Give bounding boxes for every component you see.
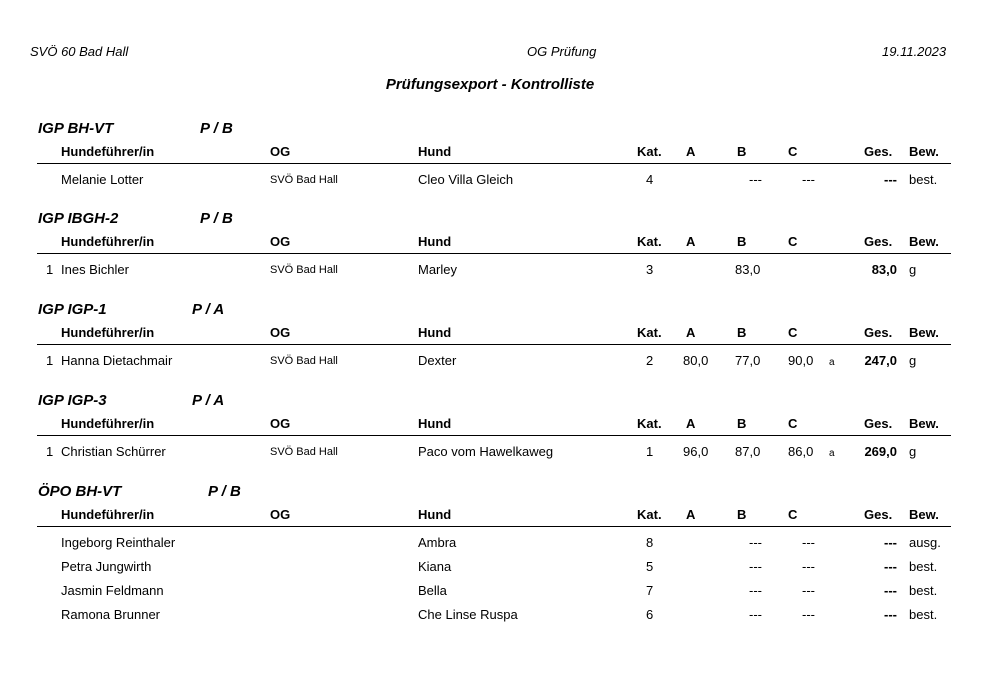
col-header-og: OG <box>270 234 291 249</box>
club-name: SVÖ 60 Bad Hall <box>30 44 129 59</box>
dog-cell: Kiana <box>418 559 452 574</box>
col-header-total: Ges. <box>864 325 893 340</box>
handler-cell: Ramona Brunner <box>61 607 160 622</box>
table-row <box>0 353 1000 377</box>
col-header-total: Ges. <box>864 144 893 159</box>
col-header-b: B <box>737 325 747 340</box>
score-b-cell: 87,0 <box>735 444 761 459</box>
section-title: IGP IBGH-2 <box>38 210 119 227</box>
rating-cell: g <box>909 262 917 277</box>
header-divider <box>37 163 951 164</box>
rating-cell: g <box>909 353 917 368</box>
table-row <box>0 559 1000 583</box>
table-row <box>0 607 1000 631</box>
table-row <box>0 172 1000 196</box>
kat-cell: 6 <box>646 607 654 622</box>
handler-cell: Petra Jungwirth <box>61 559 152 574</box>
total-cell: --- <box>884 607 897 622</box>
og-cell: SVÖ Bad Hall <box>270 264 338 276</box>
col-header-handler: Hundeführer/in <box>61 234 155 249</box>
score-c-cell: --- <box>802 607 815 622</box>
col-header-rating: Bew. <box>909 325 939 340</box>
total-cell: 247,0 <box>864 353 897 368</box>
section-title: IGP IGP-3 <box>38 392 107 409</box>
og-cell: SVÖ Bad Hall <box>270 355 338 367</box>
score-a-cell: 96,0 <box>683 444 709 459</box>
col-header-c: C <box>788 507 798 522</box>
rating-cell: best. <box>909 607 938 622</box>
score-c-cell: 90,0 <box>788 353 814 368</box>
table-row <box>0 262 1000 286</box>
col-header-handler: Hundeführer/in <box>61 325 155 340</box>
col-header-kat: Kat. <box>637 234 662 249</box>
kat-cell: 2 <box>646 353 654 368</box>
col-header-rating: Bew. <box>909 416 939 431</box>
col-header-rating: Bew. <box>909 507 939 522</box>
col-header-a: A <box>686 234 696 249</box>
kat-cell: 3 <box>646 262 654 277</box>
header-divider <box>37 435 951 436</box>
col-header-total: Ges. <box>864 234 893 249</box>
handler-cell: Melanie Lotter <box>61 172 144 187</box>
handler-cell: Christian Schürrer <box>61 444 166 459</box>
og-cell: SVÖ Bad Hall <box>270 446 338 458</box>
section-class: P / A <box>192 301 225 318</box>
col-header-handler: Hundeführer/in <box>61 144 155 159</box>
dog-cell: Cleo Villa Gleich <box>418 172 514 187</box>
score-b-cell: --- <box>749 172 762 187</box>
rank-cell: 1 <box>46 353 54 368</box>
score-c-cell: --- <box>802 559 815 574</box>
score-b-cell: --- <box>749 535 762 550</box>
dog-cell: Che Linse Ruspa <box>418 607 518 622</box>
mark-cell: a <box>829 357 835 368</box>
total-cell: 269,0 <box>864 444 897 459</box>
handler-cell: Ines Bichler <box>61 262 129 277</box>
col-header-dog: Hund <box>418 234 452 249</box>
kat-cell: 5 <box>646 559 654 574</box>
dog-cell: Marley <box>418 262 458 277</box>
col-header-dog: Hund <box>418 325 452 340</box>
col-header-og: OG <box>270 325 291 340</box>
exam-section <box>0 483 1000 622</box>
col-header-c: C <box>788 234 798 249</box>
score-b-cell: --- <box>749 607 762 622</box>
table-row <box>0 444 1000 468</box>
kat-cell: 1 <box>646 444 654 459</box>
col-header-a: A <box>686 325 696 340</box>
kat-cell: 7 <box>646 583 654 598</box>
dog-cell: Dexter <box>418 353 457 368</box>
total-cell: 83,0 <box>871 262 897 277</box>
section-class: P / A <box>192 392 225 409</box>
table-row <box>0 583 1000 607</box>
rating-cell: ausg. <box>909 535 941 550</box>
total-cell: --- <box>884 583 897 598</box>
exam-section <box>0 120 1000 210</box>
dog-cell: Bella <box>418 583 447 598</box>
rating-cell: g <box>909 444 917 459</box>
score-b-cell: --- <box>749 559 762 574</box>
col-header-a: A <box>686 416 696 431</box>
exam-section <box>0 392 1000 482</box>
col-header-rating: Bew. <box>909 234 939 249</box>
rating-cell: best. <box>909 583 938 598</box>
exam-section <box>0 301 1000 391</box>
col-header-c: C <box>788 144 798 159</box>
handler-cell: Ingeborg Reinthaler <box>61 535 176 550</box>
kat-cell: 4 <box>646 172 654 187</box>
event-name: OG Prüfung <box>527 44 597 59</box>
col-header-b: B <box>737 144 747 159</box>
page-title: Prüfungsexport - Kontrolliste <box>385 76 595 93</box>
rank-cell: 1 <box>46 262 54 277</box>
score-a-cell: 80,0 <box>683 353 709 368</box>
header-divider <box>37 344 951 345</box>
col-header-dog: Hund <box>418 416 452 431</box>
col-header-b: B <box>737 416 747 431</box>
exam-section <box>0 210 1000 300</box>
col-header-og: OG <box>270 144 291 159</box>
section-class: P / B <box>200 210 233 227</box>
score-b-cell: 83,0 <box>735 262 761 277</box>
dog-cell: Ambra <box>418 535 457 550</box>
header-divider <box>37 526 951 527</box>
section-title: IGP IGP-1 <box>38 301 107 318</box>
col-header-kat: Kat. <box>637 416 662 431</box>
rating-cell: best. <box>909 172 938 187</box>
col-header-kat: Kat. <box>637 507 662 522</box>
section-title: IGP BH-VT <box>38 120 114 137</box>
col-header-total: Ges. <box>864 507 893 522</box>
col-header-handler: Hundeführer/in <box>61 416 155 431</box>
section-class: P / B <box>200 120 233 137</box>
handler-cell: Hanna Dietachmair <box>61 353 173 368</box>
header-divider <box>37 253 951 254</box>
score-c-cell: --- <box>802 535 815 550</box>
mark-cell: a <box>829 448 835 459</box>
total-cell: --- <box>884 172 897 187</box>
col-header-b: B <box>737 507 747 522</box>
score-c-cell: --- <box>802 583 815 598</box>
col-header-og: OG <box>270 416 291 431</box>
handler-cell: Jasmin Feldmann <box>61 583 164 598</box>
rating-cell: best. <box>909 559 938 574</box>
col-header-dog: Hund <box>418 144 452 159</box>
col-header-c: C <box>788 416 798 431</box>
score-b-cell: --- <box>749 583 762 598</box>
kat-cell: 8 <box>646 535 654 550</box>
og-cell: SVÖ Bad Hall <box>270 174 338 186</box>
col-header-b: B <box>737 234 747 249</box>
total-cell: --- <box>884 535 897 550</box>
col-header-og: OG <box>270 507 291 522</box>
total-cell: --- <box>884 559 897 574</box>
col-header-total: Ges. <box>864 416 893 431</box>
col-header-a: A <box>686 144 696 159</box>
col-header-dog: Hund <box>418 507 452 522</box>
col-header-rating: Bew. <box>909 144 939 159</box>
score-b-cell: 77,0 <box>735 353 761 368</box>
table-row <box>0 535 1000 559</box>
col-header-kat: Kat. <box>637 325 662 340</box>
col-header-kat: Kat. <box>637 144 662 159</box>
rank-cell: 1 <box>46 444 54 459</box>
dog-cell: Paco vom Hawelkaweg <box>418 444 554 459</box>
score-c-cell: 86,0 <box>788 444 814 459</box>
col-header-a: A <box>686 507 696 522</box>
section-class: P / B <box>208 483 241 500</box>
score-c-cell: --- <box>802 172 815 187</box>
section-title: ÖPO BH-VT <box>38 483 122 500</box>
col-header-c: C <box>788 325 798 340</box>
col-header-handler: Hundeführer/in <box>61 507 155 522</box>
report-date: 19.11.2023 <box>882 44 947 59</box>
